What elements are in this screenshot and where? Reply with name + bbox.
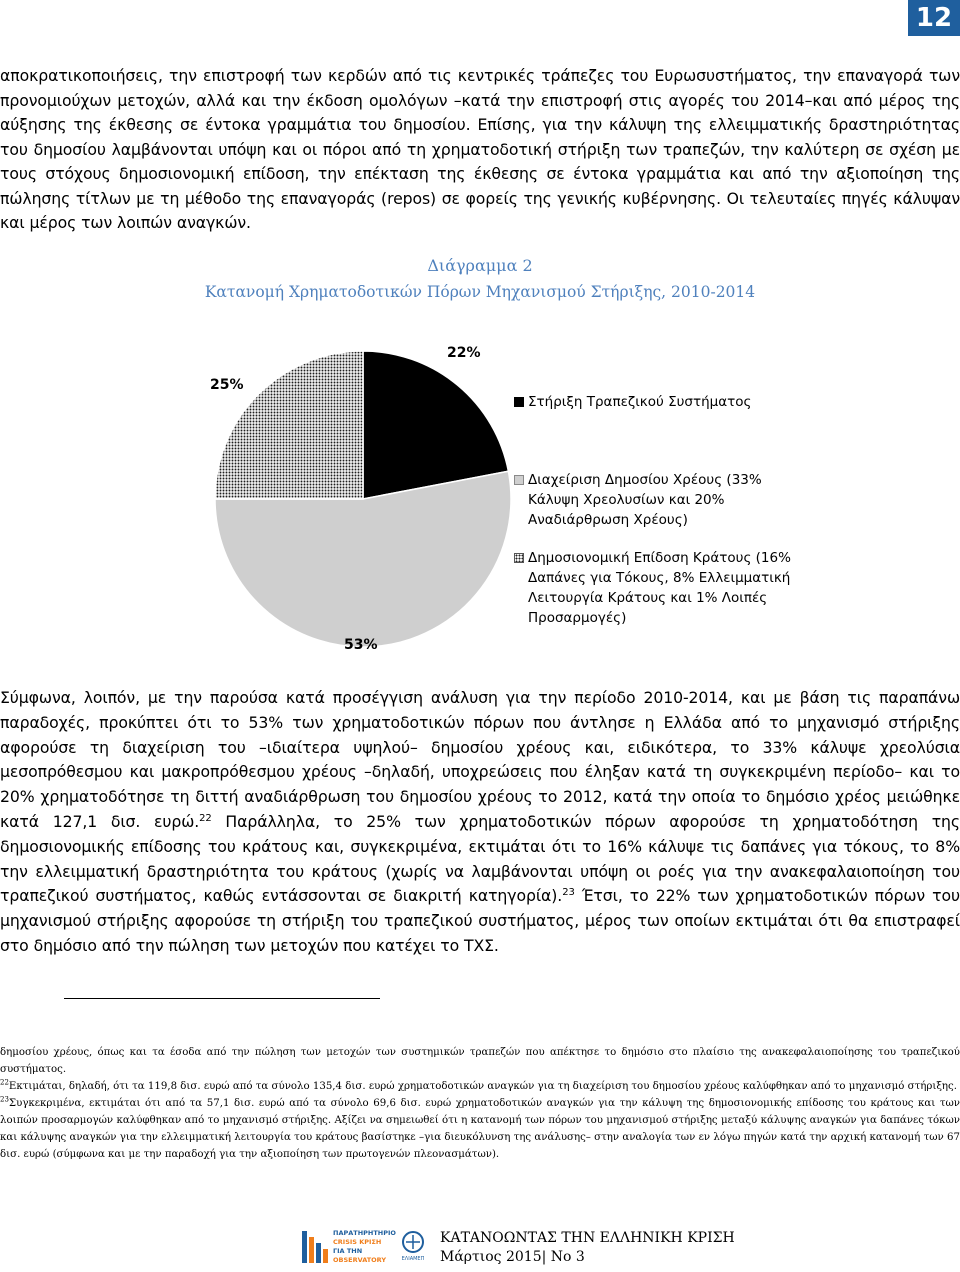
legend-swatch-1 (514, 397, 524, 407)
legend-entry-3-line-3: Λειτουργία Κράτους και 1% Λοιπές (528, 590, 768, 606)
body-paragraph-2 (0, 686, 960, 959)
legend-entry-1-line-1: Στήριξη Τραπεζικού Συστήματος (528, 394, 752, 410)
crisis-observatory-logo (300, 1225, 396, 1269)
legend-entry-3 (528, 548, 791, 628)
footer-series-title: ΚΑΤΑΝΟΩΝΤΑΣ ΤΗΝ ΕΛΛΗΝΙΚΗ ΚΡΙΣΗ (440, 1230, 735, 1246)
chart-heading-title: Κατανομή Χρηματοδοτικών Πόρων Μηχανισμού Στήριξης, 2010-2014 (204, 283, 756, 301)
logo-text (333, 1229, 396, 1265)
footer-issue: Μάρτιος 2015| Νο 3 (440, 1249, 585, 1265)
legend-entry-3-line-4: Προσαρμογές) (528, 610, 627, 626)
pie-chart (0, 330, 960, 660)
logo-line-1: ΠΑΡΑΤΗΡΗΤΗΡΙΟ (333, 1229, 396, 1237)
footnote-23 (0, 1095, 960, 1163)
legend-entry-3-line-2: Δαπάνες για Τόκους, 8% Ελλειμματική (528, 570, 791, 586)
logo-line-4: OBSERVATORY (333, 1256, 387, 1264)
logo-line-2: CRISIS ΚΡΙΣΗ (333, 1238, 382, 1246)
footnote-ref-23[interactable]: 23 (562, 887, 575, 899)
footnote-22-text: Εκτιμάται, δηλαδή, ότι τα 119,8 δισ. ευρώ από τα σύνολο 135,4 δισ. ευρώ χρηματοδοτικών αναγκών για τη διαχείριση του δημοσίου χρέους καλύφθηκαν από το μηχανισμό στήριξης. (8, 1081, 957, 1092)
footnote-separator (64, 998, 380, 999)
body-paragraph-2-part-c: Έτσι, το 22% των χρηματοδοτικών πόρων του μηχανισμού στήριξης αφορούσε τη στήριξη του τραπεζικού συστήματος, μέρος των οποίων εκτιμάται ότι θα επιστραφεί στο δημόσιο από την πώληση των μετοχών που κατέχει το ΤΧΣ. (0, 886, 960, 955)
pie-slice-label-2: 53% (344, 637, 378, 653)
legend-entry-2-line-3: Αναδιάρθρωση Χρέους) (528, 512, 688, 528)
footnote-23-text: Συγκεκριμένα, εκτιμάται ότι από τα 57,1 δισ. ευρώ από τα σύνολο 69,6 δισ. ευρώ χρηματοδοτικών αναγκών για την κάλυψη της δημοσιονομικής επίδοσης του κράτους και των λοιπών προσαρμογών καλύφθηκαν από το μηχανισμό στήριξης. Αξίζει να σημειωθεί ότι η κατανομή των πόρων του μηχανισμού στήριξης μεταξύ κάλυψης αναγκών για δαπάνες τόκων και κάλυψης αναγκών για την ελλειμματική λειτουργία του κράτους βασίστηκε –για διευκόλυνση της ανάλυσης– στην αναλογία των εν λόγω πηγών κατά την αρχική κατανομή των 67 δισ. ευρώ (σύμφωνα και με την παραδοχή για την αξιοποίηση των πρωτογενών πλεονασμάτων). (0, 1098, 960, 1160)
body-paragraph-2-part-b: Παράλληλα, το 25% των χρηματοδοτικών πόρων αφορούσε τη χρηματοδότηση της δημοσιονομικής επίδοσης του κράτους και, συγκεκριμένα, εκτιμάται ότι το 16% κάλυψε τις δαπάνες για τόκους, το 8% την ελλειμματική δραστηριότητα του κράτους (χωρίς να λαμβάνονται υπόψη οι ροές για την ανακεφαλαιοποίηση του τραπεζικού συστήματος, καθώς εντάσσονται σε διακριτή κατηγορία). (0, 811, 960, 906)
footnote-22 (0, 1078, 960, 1095)
legend-entry-2-line-2: Κάλυψη Χρεολυσίων και 20% (528, 492, 725, 508)
legend-entry-2-line-1: Διαχείριση Δημοσίου Χρέους (33% (528, 472, 762, 488)
body-paragraph-2-part-a: Σύμφωνα, λοιπόν, με την παρούσα κατά προσέγγιση ανάλυση για την περίοδο 2010-2014, και με βάση τις παραπάνω παραδοχές, προκύπτει ότι το 53% των χρηματοδοτικών πόρων που άντλησε η Ελλάδα από το μηχανισμό στήριξης αφορούσε τη διαχείριση του –ιδιαίτερα υψηλού– δημοσίου χρέους και, ειδικότερα, το 33% κάλυψε χρεολύσια μεσοπρόθεσμου και μακροπρόθεσμου χρέους –δηλαδή, υποχρεώσεις που έληξαν κατά τη συγκεκριμένη περίοδο– και το 20% χρηματοδότησε τη διττή αναδιάρθρωση του δημοσίου χρέους το 2012, κατά την οποία το δημόσιο χρέος μειώθηκε κατά 127,1 δισ. ευρώ. (0, 688, 960, 831)
body-paragraph-1: αποκρατικοποιήσεις, την επιστροφή των κερδών από τις κεντρικές τράπεζες του Ευρωσυστήματος, την επαναγορά των προνομιούχων μετοχών, αλλά και την έκδοση ομολόγων –κατά την επιστροφή στις αγορές του 2014–και από μέρος της αύξησης της έκθεσης σε έντοκα γραμμάτια του δημοσίου. Επίσης, για την κάλυψη της ελλειμματικής δραστηριότητας του δημοσίου λαμβάνονται υπόψη και οι πόροι από τη χρηματοδοτική στήριξη των τραπεζών, την καλύτερη σε σχέση με τους στόχους δημοσιονομική επίδοση, την επέκταση της έκθεσης σε έντοκα γραμμάτια και από την αξιοποίηση της πώλησης τίτλων με τη μέθοδο της επαναγοράς (repos) σε φορείς της γενικής κυβέρνησης. Οι τελευταίες πηγές κάλυψαν και μέρος των λοιπών αναγκών. (0, 66, 960, 232)
legend-swatch-3 (514, 553, 524, 563)
eliamep-logo-text: ΕΛΙΑΜΕΠ (401, 1256, 425, 1262)
legend-entry-2 (528, 470, 762, 530)
page-number: 12 (908, 0, 960, 36)
pie-slice-label-1: 22% (447, 345, 481, 361)
footnote-22-number: 22 (0, 1078, 9, 1087)
footnote-ref-22[interactable]: 22 (199, 812, 212, 824)
logo-line-3: ΓΙΑ ΤΗΝ (333, 1247, 363, 1255)
legend-entry-3-line-1: Δημοσιονομική Επίδοση Κράτους (16% (528, 550, 791, 566)
pie-slice-label-3: 25% (210, 377, 244, 393)
legend-entry-1 (528, 392, 751, 412)
footnotes (0, 1044, 960, 1163)
chart-heading-number: Διάγραμμα 2 (427, 256, 533, 275)
legend-swatch-2 (514, 475, 524, 485)
eliamep-logo-icon (398, 1230, 428, 1254)
observatory-logo-icon (300, 1227, 330, 1267)
eliamep-logo (398, 1230, 428, 1266)
footnote-continued: δημοσίου χρέους, όπως και τα έσοδα από την πώληση των μετοχών των συστημικών τραπεζών που απέκτησε το δημόσιο στο πλαίσιο της ανακεφαλαιοποίησης του τραπεζικού συστήματος. (0, 1047, 960, 1075)
pie-slice-3 (215, 351, 363, 499)
footnote-23-number: 23 (0, 1095, 9, 1104)
